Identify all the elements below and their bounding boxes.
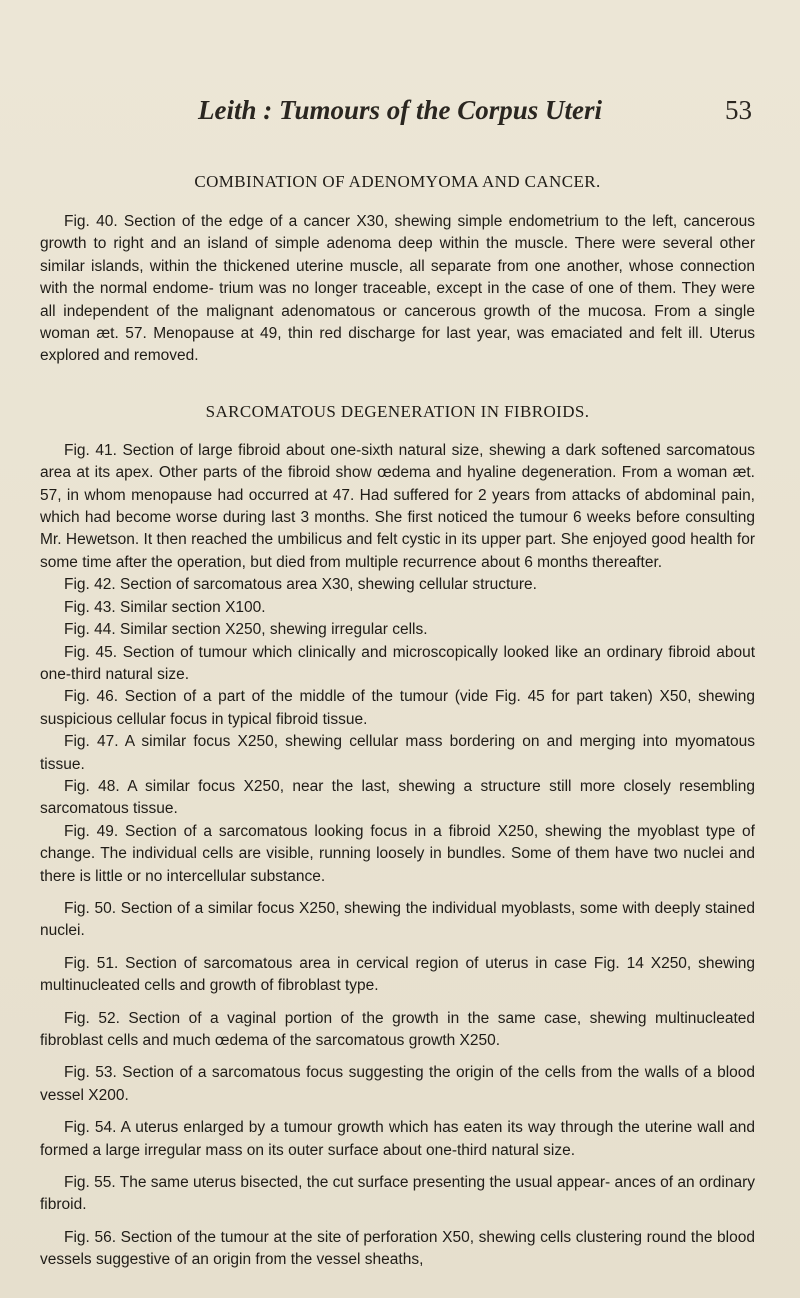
figure-caption-51: Fig. 51. Section of sarcomatous area in cervical region of uterus in case Fig. 14 X250, shewing multinucleated cells and growth of fibroblast type. <box>40 954 755 995</box>
figure-caption-44: Fig. 44. Similar section X250, shewing irregular cells. <box>64 621 428 639</box>
figure-caption-45: Fig. 45. Section of tumour which clinically and microscopically looked like an ordinary fibroid about one-third natural size. <box>40 643 755 683</box>
figure-caption-46: Fig. 46. Section of a part of the middle of the tumour (vide Fig. 45 for part taken) X50, shewing suspicious cellular focus in typical fibroid tissue. <box>40 688 755 728</box>
figure-caption-40: Fig. 40. Section of the edge of a cancer X30, shewing simple endometrium to the left, cancerous growth to right and an island of simple adenoma deep within the muscle. There were several other similar islands, within the thickened uterine muscle, all separate from one another, whose connection with the normal endome- trium was no longer traceable, except in the case of one of them. They were all independent of the malignant adenomatous or cancerous growth of the mucosa. From a single woman æt. 57. Menopause at 49, thin red discharge for last year, was emaciated and felt ill. Uterus explored and removed. <box>40 213 755 365</box>
figure-caption-52: Fig. 52. Section of a vaginal portion of the growth in the same case, shewing multinucleated fibroblast cells and much œdema of the sarcomatous growth X250. <box>40 1009 755 1049</box>
figure-caption-41: Fig. 41. Section of large fibroid about one-sixth natural size, shewing a dark softened sarcomatous area at its apex. Other parts of the fibroid show œdema and hyaline degeneration. From a woman æt. 57, in whom menopause had occurred at 47. Had suffered for 2 years from attacks of abdominal pain, which had become worse during last 3 months. She first noticed the tumour 6 weeks before consulting Mr. Hewetson. It then reached the umbilicus and felt cystic in its upper part. She enjoyed good health for some time after the operation, but died from multiple recurrence about 6 months thereafter. <box>40 441 755 571</box>
figure-caption-48: Fig. 48. A similar focus X250, near the last, shewing a structure still more closely resembling sarcomatous tissue. <box>40 777 755 818</box>
figure-caption-42: Fig. 42. Section of sarcomatous area X30, shewing cellular structure. <box>64 576 537 594</box>
figure-caption-56: Fig. 56. Section of the tumour at the site of perforation X50, shewing cells clustering round the blood vessels suggestive of an origin from the vessel sheaths, <box>40 1228 755 1269</box>
running-head <box>0 95 800 135</box>
running-title: Leith : Tumours of the Corpus Uteri <box>197 95 603 125</box>
page-number: 53 <box>725 95 752 125</box>
figure-caption-47: Fig. 47. A similar focus X250, shewing cellular mass bordering on and merging into myomatous tissue. <box>40 733 755 773</box>
page-body <box>40 171 755 1272</box>
section-heading-adenomyoma-cancer: COMBINATION OF ADENOMYOMA AND CANCER. <box>194 172 601 191</box>
figure-caption-55: Fig. 55. The same uterus bisected, the cut surface presenting the usual appear- ances of an ordinary fibroid. <box>40 1174 755 1214</box>
section-heading-sarcomatous-degeneration: SARCOMATOUS DEGENERATION IN FIBROIDS. <box>205 401 590 421</box>
figure-caption-43: Fig. 43. Similar section X100. <box>64 598 266 616</box>
figure-caption-50: Fig. 50. Section of a similar focus X250, shewing the individual myoblasts, some with deeply stained nuclei. <box>40 899 755 940</box>
figure-caption-54: Fig. 54. A uterus enlarged by a tumour growth which has eaten its way through the uterine wall and formed a large irregular mass on its outer surface about one-third natural size. <box>40 1119 755 1159</box>
figure-caption-53: Fig. 53. Section of a sarcomatous focus suggesting the origin of the cells from the walls of a blood vessel X200. <box>40 1064 755 1104</box>
figure-caption-49: Fig. 49. Section of a sarcomatous looking focus in a fibroid X250, shewing the myoblast type of change. The individual cells are visible, running loosely in bundles. Some of them have two nuclei and there is little or no intercellular substance. <box>40 822 755 885</box>
